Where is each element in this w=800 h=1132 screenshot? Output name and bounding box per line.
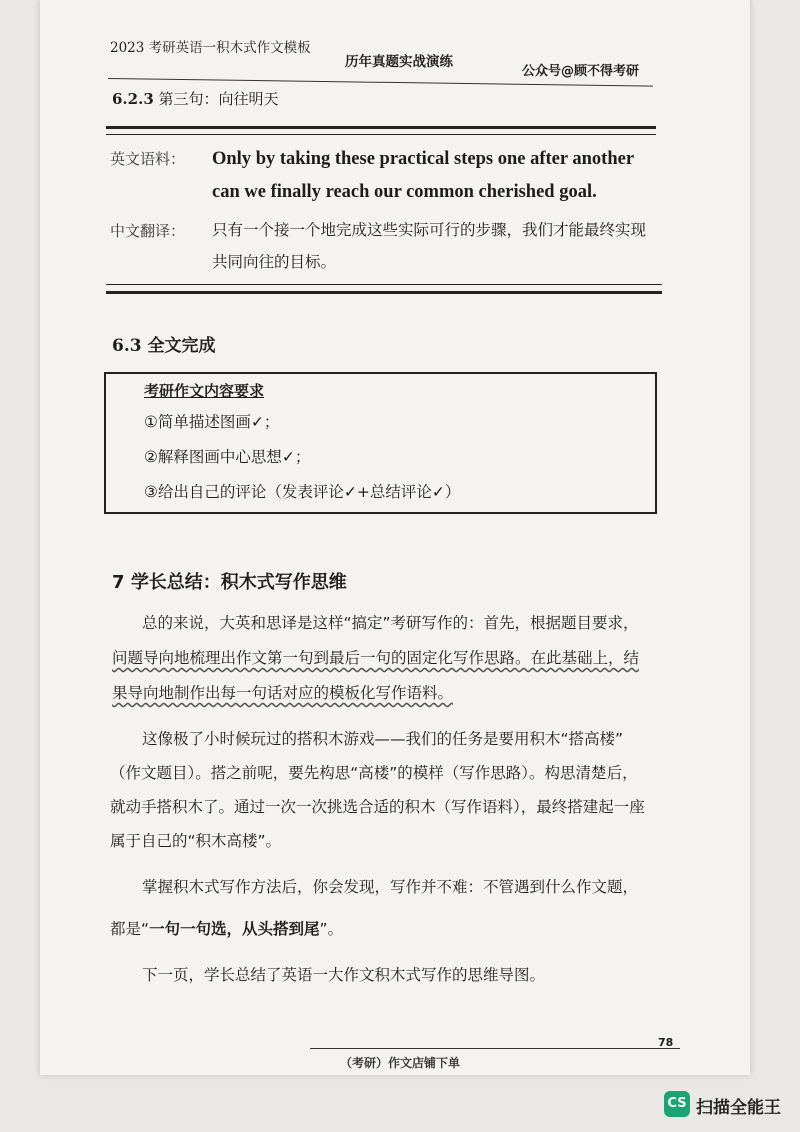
paragraph-3-line-2 <box>110 914 343 944</box>
bottom-rule-thick <box>106 291 662 294</box>
requirement-item: ②解释图画中心思想✓； <box>144 448 311 466</box>
paragraph-4: 下一页，学长总结了英语一大作文积木式写作的思维导图。 <box>142 966 546 984</box>
paragraph-1-line-2: 问题导向地梳理出作文第一句到最后一句的固定化写作思路。在此基础上，结 <box>112 649 640 667</box>
section-title: 学长总结：积木式写作思维 <box>130 572 347 593</box>
section-623-heading <box>112 88 279 109</box>
section-title: 第三句：向往明天 <box>158 90 279 108</box>
emphasis-phrase: 一句一句选，从头搭到尾 <box>149 920 320 938</box>
paragraph-2-line-3: 就动手搭积木了。通过一次一次挑选合适的积木（写作语料），最终搭建起一座 <box>110 798 645 816</box>
quote-open: 都是“ <box>110 920 150 938</box>
header-account: 公众号@顾不得考研 <box>522 64 640 79</box>
paragraph-1-line-3: 果导向地制作出每一句话对应的模板化写作语料。 <box>112 684 454 702</box>
section-number: 6.3 <box>112 336 142 356</box>
section-title: 全文完成 <box>147 336 216 356</box>
footer-divider <box>310 1048 680 1049</box>
requirement-item: ①简单描述图画✓； <box>144 413 280 431</box>
english-line-1: Only by taking these practical steps one after another <box>212 149 635 169</box>
section-number: 7 <box>112 572 125 593</box>
chinese-line-2: 共同向往的目标。 <box>212 253 337 271</box>
top-rule-thin <box>106 134 656 135</box>
camscanner-name: 扫描全能王 <box>696 1098 781 1118</box>
paragraph-3-line-1: 掌握积木式写作方法后，你会发现，写作并不难：不管遇到什么作文题， <box>142 878 639 896</box>
section-63-heading <box>112 331 216 356</box>
footer-text: （考研）作文店铺下单 <box>340 1056 461 1070</box>
paragraph-text: 总的来说，大英和思译是这样“搞定”考研写作的：首先，根据题目要求， <box>142 614 639 632</box>
english-label: 英文语料： <box>110 150 186 168</box>
paragraph-2-line-1: 这像极了小时候玩过的搭积木游戏——我们的任务是要用积木“搭高楼” <box>142 730 624 748</box>
top-rule-thick <box>106 126 656 129</box>
bottom-rule-thin <box>106 284 662 285</box>
english-line-2: can we finally reach our common cherished goal. <box>212 182 597 202</box>
paragraph-2-line-4: 属于自己的“积木高楼”。 <box>110 832 282 850</box>
header-book-title: 2023 考研英语一积木式作文模板 <box>110 40 311 56</box>
section-number: 6.2.3 <box>112 90 154 108</box>
section-7-heading <box>112 568 347 594</box>
requirements-title: 考研作文内容要求 <box>144 382 265 400</box>
quote-close: ”。 <box>319 920 344 938</box>
page-number: 78 <box>658 1036 674 1049</box>
paragraph-1-line-1 <box>142 608 639 638</box>
chinese-line-1: 只有一个接一个地完成这些实际可行的步骤，我们才能最终实现 <box>212 221 647 239</box>
camscanner-logo-icon: CS <box>664 1091 690 1117</box>
paragraph-2-line-2: （作文题目）。搭之前呢，要先构思“高楼”的模样（写作思路）。构思清楚后， <box>110 764 638 782</box>
requirement-item: ③给出自己的评论（发表评论✓+总结评论✓） <box>144 483 461 501</box>
header-chapter: 历年真题实战演练 <box>345 54 453 70</box>
chinese-label: 中文翻译： <box>110 222 186 240</box>
